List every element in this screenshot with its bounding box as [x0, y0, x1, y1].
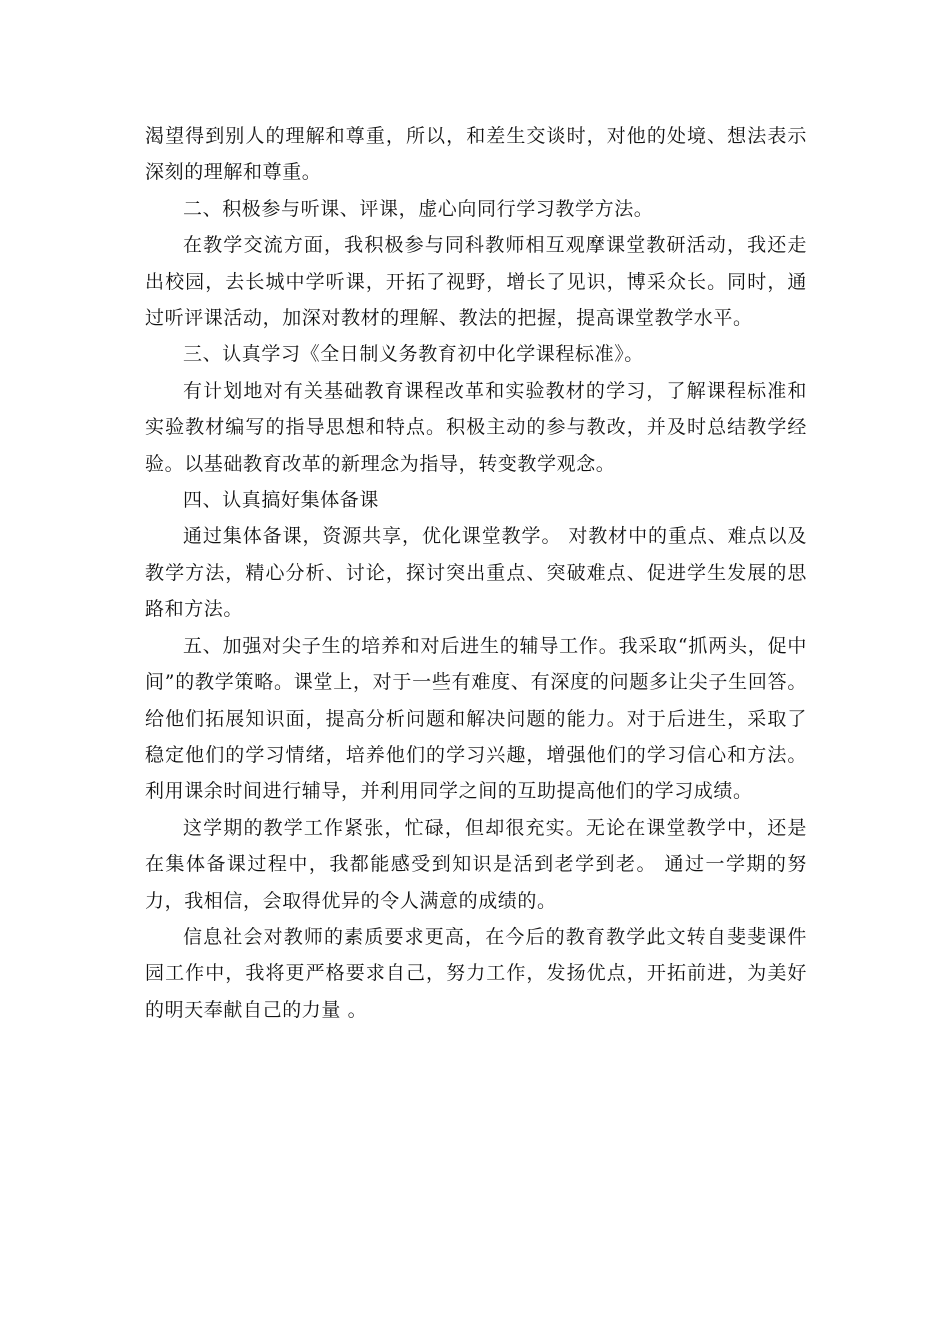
paragraph-continuation: 渴望得到别人的理解和尊重，所以，和差生交谈时，对他的处境、想法表示深刻的理解和尊重。	[145, 125, 807, 184]
document-body	[145, 118, 807, 1028]
paragraph: 有计划地对有关基础教育课程改革和实验教材的学习，了解课程标准和实验教材编写的指导思想和特点。积极主动的参与教改，并及时总结教学经验。以基础教育改革的新理念为指导，转变教学观念。	[145, 379, 807, 475]
section-heading-2: 二、积极参与听课、评课，虚心向同行学习教学方法。	[183, 197, 654, 220]
paragraph: 通过集体备课，资源共享，优化课堂教学。 对教材中的重点、难点以及教学方法，精心分析、讨论，探讨突出重点、突破难点、促进学生发展的思路和方法。	[145, 525, 807, 621]
section-heading-4: 四、认真搞好集体备课	[183, 489, 380, 512]
paragraph: 在教学交流方面，我积极参与同科教师相互观摩课堂教研活动，我还走出校园，去长城中学听课，开拓了视野，增长了见识，博采众长。同时，通过听评课活动，加深对教材的理解、教法的把握，提高课堂教学水平。	[145, 234, 807, 330]
paragraph: 信息社会对教师的素质要求更高，在今后的教育教学此文转自斐斐课件园工作中，我将更严格要求自己，努力工作，发扬优点，开拓前进，为美好的明天奉献自己的力量 。	[145, 925, 807, 1021]
section-heading-5-paragraph: 五、加强对尖子生的培养和对后进生的辅导工作。我采取“抓两头，促中间”的教学策略。课堂上，对于一些有难度、有深度的问题多让尖子生回答。给他们拓展知识面，提高分析问题和解决问题的能力。对于后进生，采取了稳定他们的学习情绪，培养他们的学习兴趣，增强他们的学习信心和方法。 利用课余时间进行辅导，并利用同学之间的互助提高他们的学习成绩。	[145, 634, 807, 803]
section-heading-3: 三、认真学习《全日制义务教育初中化学课程标准》。	[183, 343, 644, 366]
paragraph: 这学期的教学工作紧张，忙碌，但却很充实。无论在课堂教学中，还是在集体备课过程中，我都能感受到知识是活到老学到老。 通过一学期的努力，我相信，会取得优异的令人满意的成绩的。	[145, 816, 807, 912]
